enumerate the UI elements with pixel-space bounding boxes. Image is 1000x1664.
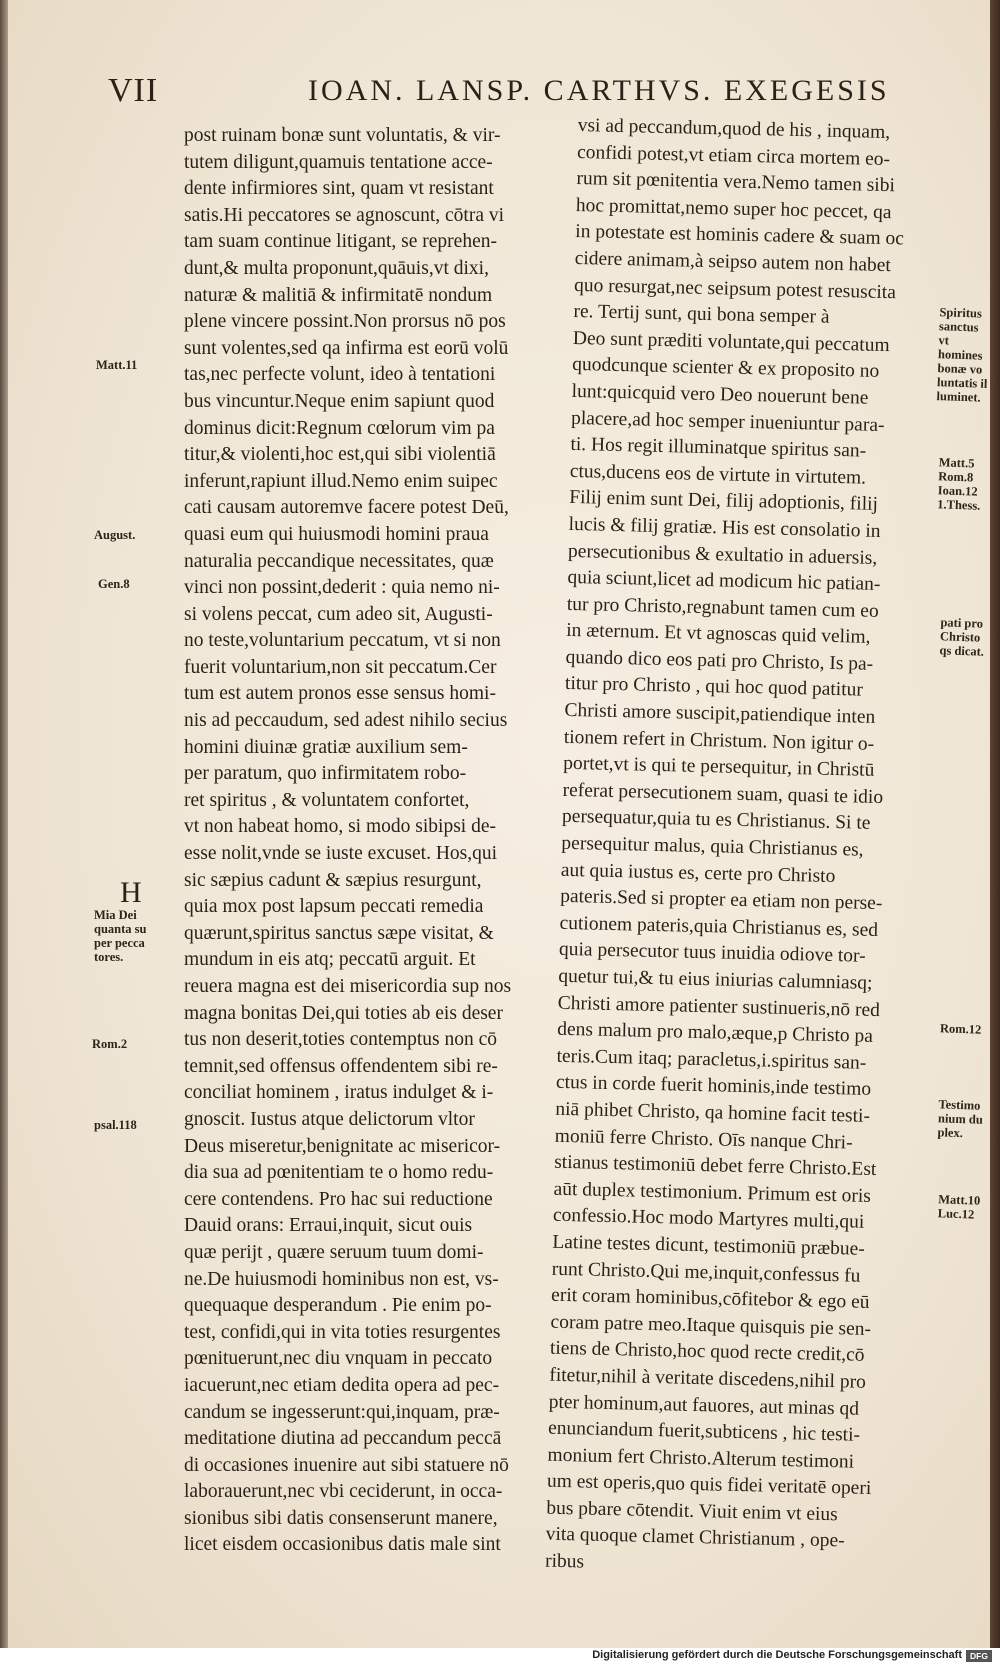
text-line: in potestate est hominis cadere & suam oc — [575, 221, 905, 250]
text-line: referat persecutionem suam, quasi te idio — [562, 779, 884, 808]
text-line: ctus in corde fuerit hominis,inde testimo — [555, 1072, 872, 1101]
text-line: quia mox post lapsum peccati remedia — [184, 896, 484, 918]
text-line: si volens peccat, cum adeo sit, Augusti- — [184, 603, 493, 625]
text-line: persequatur,quia tu es Christianus. Si te — [561, 806, 871, 835]
text-line: lunt:quicquid vero Deo nouerunt bene — [571, 380, 869, 409]
text-line: quetur tui,& tu eius iniurias calumniasq; — [558, 965, 873, 994]
text-line: per paratum, quo infirmitatem robo- — [184, 763, 467, 785]
margin-note-psal-118: psal.118 — [94, 1118, 137, 1132]
text-line: tur pro Christo,regnabunt tamen cum eo — [566, 593, 879, 622]
text-line: vinci non possint,dederit : quia nemo ni- — [184, 577, 500, 599]
text-line: Christi amore suscipit,patiendique inten — [564, 699, 876, 728]
text-line: dunt,& multa proponunt,quāuis,vt dixi, — [184, 257, 489, 279]
text-line: lucis & filij gratiæ. His est consolatio in — [568, 513, 881, 542]
text-line: meditatione diutina ad peccandum peccā — [184, 1428, 502, 1450]
text-line: Dauid orans: Erraui,inquit, sicut ouis — [184, 1215, 473, 1237]
text-line: aut quia iustus es, certe pro Christo — [560, 859, 836, 887]
text-line: di occasiones inuenire aut sibi statuere nō — [184, 1454, 509, 1476]
text-line: Deus miseretur,benignitate ac misericor- — [184, 1135, 501, 1157]
right-text-column — [545, 113, 938, 1583]
text-line: temnit,sed offensus offendentem sibi re- — [184, 1055, 498, 1077]
text-line: re. Tertij sunt, qui bona semper à — [573, 301, 830, 328]
text-line: cere contendens. Pro hac sui reductione — [184, 1188, 493, 1210]
text-line: coram patre meo.Itaque quisquis pie sen- — [550, 1311, 872, 1340]
text-line: fuerit voluntarium,non sit peccatum.Cer — [184, 656, 497, 678]
text-line: in æternum. Et vt agnoscas quid velim, — [566, 620, 871, 649]
text-line: teris.Cum itaq; paracletus,i.spiritus san- — [556, 1045, 867, 1074]
text-line: quasi eum qui huiusmodi homini praua — [184, 523, 489, 545]
margin-note-matt-10: Matt.10 Luc.12 — [937, 1192, 981, 1222]
margin-note-misericordia: Mia Dei quanta su per pecca tores. — [94, 908, 147, 964]
text-line: nis ad peccaudum, sed adest nihilo secius — [184, 710, 508, 732]
text-line: niā phibet Christo, qa homine facit testi- — [555, 1098, 871, 1127]
text-line: naturæ & malitiā & infirmitatē nondum — [184, 284, 493, 306]
text-line: reuera magna est dei misericordia sup nos — [184, 976, 512, 997]
text-line: magna bonitas Dei,qui toties ab eis deser — [184, 1002, 503, 1024]
text-line: Deo sunt præditi voluntate,qui peccatum — [572, 327, 890, 356]
text-line: tutem diligunt,quamuis tentatione acce- — [184, 151, 493, 173]
running-title: IOAN. LANSP. CARTHVS. EXEGESIS — [308, 74, 890, 107]
text-line: rum sit pœnitentia vera.Nemo tamen sibi — [576, 168, 896, 197]
text-line: tas,nec perfecte volunt, ideo à tentationi — [184, 364, 496, 386]
text-line: quando dico eos pati pro Christo, Is pa- — [565, 646, 874, 675]
text-line: Latine testes dicunt, testimoniū præbue- — [552, 1231, 866, 1260]
text-line: vsi ad peccandum,quod de his , inquam, — [577, 114, 891, 144]
text-line: ret spiritus , & voluntatem confortet, — [184, 789, 470, 811]
text-line: portet,vt is qui te persequitur, in Christū — [562, 753, 875, 782]
text-line: post ruinam bonæ sunt voluntatis, & vir- — [184, 125, 501, 146]
text-line: ribus — [544, 1550, 585, 1573]
text-line: cutionem pateris,quia Christianus es, sed — [559, 912, 879, 941]
text-line: quia persecutor tuus inuidia odiove tor- — [558, 939, 866, 968]
text-line: candum se ingesserunt:qui,inquam, præ- — [184, 1401, 500, 1423]
folio-number: VII — [108, 72, 159, 109]
text-line: ctus,ducens eos de virtute in virtutem. — [569, 460, 867, 489]
text-line: tus non deserit,toties contemptus non cō — [184, 1029, 498, 1051]
text-line: dominus dicit:Regnum cœlorum vim pa — [184, 417, 495, 439]
margin-note-matt-5: Matt.5 Rom.8 Ioan.12 1.Thess. — [937, 455, 981, 513]
text-line: sic sæpius cadunt & sæpius resurgunt, — [184, 869, 482, 891]
dfg-logo: DFG — [966, 1650, 992, 1662]
text-line: licet eisdem occasionibus datis male sint — [184, 1534, 501, 1556]
text-line: inferunt,rapiunt illud.Nemo enim suipec — [184, 470, 498, 492]
text-line: pateris.Sed si propter ea etiam non perse- — [559, 886, 883, 915]
text-line: no teste,voluntarium peccatum, vt si non — [184, 630, 501, 652]
text-line: bus pbare cōtendit. Viuit enim vt eius — [546, 1497, 838, 1526]
text-line: Christi amore patienter sustinueris,nō red — [557, 992, 881, 1021]
text-line: titur,& violenti,hoc est,qui sibi violentiā — [184, 444, 496, 466]
text-line: um est operis,quo quis fidei veritatē operi — [546, 1470, 872, 1500]
text-line: runt Christo.Qui me,inquit,confessus fu — [551, 1258, 861, 1287]
text-line: tam suam continue litigant, se reprehen- — [184, 231, 497, 253]
text-line: confessio.Hoc modo Martyres multi,qui — [552, 1205, 865, 1234]
text-line: erit coram hominibus,cōfitebor & ego eū — [550, 1284, 870, 1314]
margin-note-pati-pro-christo: pati pro Christo qs dicat. — [939, 615, 985, 659]
text-line: sionibus sibi datis consenserunt manere, — [184, 1507, 498, 1529]
text-line: vt non habeat homo, si modo sibipsi de- — [184, 816, 496, 838]
margin-note-matt-11: Matt.11 — [96, 358, 138, 372]
text-line: cati causam autoremve facere potest Deū, — [184, 497, 509, 519]
text-line: quæ perijt , quære seruum tuum domi- — [184, 1241, 484, 1263]
text-line: quia sciunt,licet ad modicum hic patian- — [567, 566, 881, 596]
text-line: stianus testimoniū debet ferre Christo.Est — [553, 1151, 877, 1181]
footer-credit: Digitalisierung gefördert durch die Deutsche Forschungsgemeinschaft — [592, 1649, 962, 1661]
text-line: moniū ferre Christo. Oīs nanque Chri- — [554, 1125, 853, 1154]
margin-note-spiritus-sanctus: Spiritus sanctus vt homines bonæ vo luntatis il luminet. — [936, 305, 988, 405]
text-line: conciliat hominem , iratus indulget & i- — [184, 1082, 494, 1104]
text-line: dens malum pro malo,æque,p Christo pa — [556, 1018, 874, 1048]
text-line: persecutionibus & exultatio in aduersis, — [567, 540, 878, 569]
text-line: dente infirmiores sint, quam vt resistant — [184, 178, 494, 200]
text-line: tiens de Christo,hoc quod recte credit,cō — [549, 1337, 865, 1367]
text-line: sunt volentes,sed qa infirma est eorū volū — [184, 337, 509, 359]
margin-initial-h: H — [120, 876, 142, 909]
text-line: bus vincuntur.Neque enim sapiunt quod — [184, 390, 495, 412]
text-line: enunciandum fuerit,subticens , hic testi- — [547, 1417, 861, 1446]
margin-note-gen-8: Gen.8 — [98, 577, 130, 591]
margin-note-rom-12: Rom.12 — [939, 1021, 982, 1037]
text-line: tum est autem pronos esse sensus homi- — [184, 683, 496, 705]
text-line: placere,ad hoc semper inueniuntur para- — [570, 407, 885, 436]
text-line: naturalia peccandique necessitates, quæ — [184, 550, 494, 572]
text-line: mundum in eis atq; peccatū arguit. Et — [184, 949, 476, 971]
text-line: satis.Hi peccatores se agnoscunt, cōtra vi — [184, 204, 505, 226]
text-line: quo resurgat,nec seipsum potest resuscita — [573, 274, 897, 303]
text-line: vita quoque clamet Christianum , ope- — [545, 1524, 845, 1552]
margin-note-testimonium-duplex: Testimo nium du plex. — [937, 1097, 984, 1141]
text-line: fitetur,nihil à veritate discedens,nihil pro — [549, 1364, 867, 1393]
text-line: test, confidi,qui in vita toties resurgentes — [184, 1321, 501, 1343]
margin-note-rom-2: Rom.2 — [92, 1037, 128, 1051]
book-page — [8, 0, 990, 1648]
left-text-column — [184, 123, 554, 1559]
text-line: titur pro Christo , qui hoc quod patitur — [564, 673, 864, 702]
text-line: laborauerunt,nec vbi ceciderunt, in occa- — [184, 1481, 503, 1503]
text-line: Filij enim sunt Dei, filij adoptionis, filij — [569, 487, 879, 516]
text-line: hoc promittat,nemo super hoc peccet, qa — [575, 194, 892, 223]
text-line: tionem refert in Christum. Non igitur o- — [563, 726, 875, 755]
text-line: quequaque desperandum . Pie enim po- — [184, 1295, 492, 1317]
text-line: dia sua ad pœnitentiam te o homo redu- — [184, 1162, 494, 1184]
text-line: pter hominum,aut fauores, aut minas qd — [548, 1391, 860, 1420]
text-line: confidi potest,vt etiam circa mortem eo- — [576, 141, 891, 170]
margin-note-august: August. — [94, 528, 136, 542]
text-line: cidere animam,à seipso autem non habet — [574, 247, 892, 277]
text-line: ne.De huiusmodi hominibus non est, vs- — [184, 1268, 499, 1290]
text-line: ti. Hos regit illuminatque spiritus san- — [570, 434, 867, 462]
text-line: esse nolit,vnde se iuste excuset. Hos,qui — [184, 843, 498, 865]
text-line: aūt duplex testimonium. Primum est oris — [553, 1178, 872, 1207]
text-line: persequitur malus, quia Christianus es, — [561, 832, 864, 861]
text-line: monium fert Christo.Alterum testimoni — [547, 1444, 855, 1473]
text-line: quodcunque scienter & ex proposito no — [572, 354, 880, 383]
text-line: pœnituerunt,nec diu vnquam in peccato — [184, 1348, 493, 1370]
text-line: gnoscit. Iustus atque delictorum vltor — [184, 1108, 475, 1130]
text-line: homini diuinæ gratiæ auxilium sem- — [184, 736, 468, 758]
text-line: iacuerunt,nec etiam dedita opera ad pec- — [184, 1374, 500, 1396]
text-line: quærunt,spiritus sanctus sæpe visitat, & — [184, 922, 494, 944]
text-line: plene vincere possint.Non prorsus nō pos — [184, 311, 506, 333]
